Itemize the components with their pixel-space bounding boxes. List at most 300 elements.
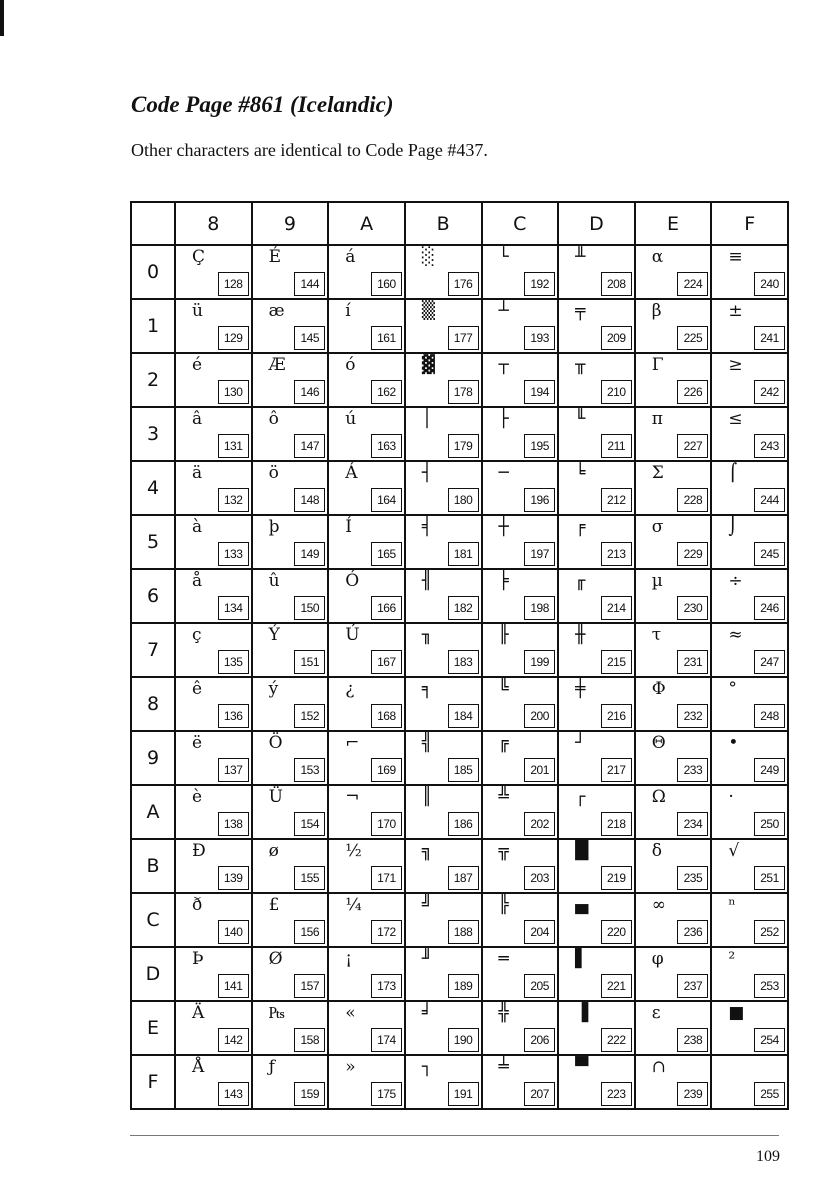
decimal-code-box: 171 — [371, 866, 402, 890]
char-cell — [711, 893, 788, 947]
char-cell — [635, 1001, 712, 1055]
character-glyph: Ω — [651, 787, 666, 807]
decimal-code-box: 234 — [677, 812, 708, 836]
row-header: 5 — [131, 515, 175, 569]
character-glyph: ╤ — [575, 301, 586, 321]
character-glyph: ≥ — [728, 355, 743, 375]
char-cell — [558, 623, 635, 677]
character-glyph: ┌ — [575, 787, 586, 807]
character-glyph: Á — [345, 463, 358, 483]
char-cell — [635, 677, 712, 731]
character-glyph: τ — [651, 625, 662, 645]
decimal-code-box: 163 — [371, 434, 402, 458]
decimal-code-box: 238 — [677, 1028, 708, 1052]
decimal-code-box: 139 — [218, 866, 249, 890]
decimal-code-box: 152 — [294, 704, 325, 728]
table-row — [131, 623, 788, 677]
character-glyph: ä — [192, 463, 203, 483]
character-glyph: ≈ — [728, 625, 743, 645]
decimal-code-box: 179 — [448, 434, 479, 458]
char-cell — [405, 623, 482, 677]
char-cell — [328, 407, 405, 461]
char-cell — [711, 947, 788, 1001]
decimal-code-box: 217 — [601, 758, 632, 782]
char-cell — [482, 569, 559, 623]
character-glyph: ƒ — [268, 1057, 275, 1077]
character-glyph: √ — [728, 841, 740, 861]
decimal-code-box: 214 — [601, 596, 632, 620]
column-header: 8 — [175, 202, 252, 245]
char-cell — [711, 1055, 788, 1109]
decimal-code-box: 150 — [294, 596, 325, 620]
decimal-code-box: 245 — [754, 542, 785, 566]
table-row — [131, 299, 788, 353]
decimal-code-box: 162 — [371, 380, 402, 404]
decimal-code-box: 187 — [448, 866, 479, 890]
char-cell — [328, 353, 405, 407]
character-glyph: ╨ — [575, 247, 586, 267]
table-row — [131, 677, 788, 731]
decimal-code-box: 250 — [754, 812, 785, 836]
decimal-code-box: 166 — [371, 596, 402, 620]
char-cell — [558, 893, 635, 947]
table-row — [131, 785, 788, 839]
row-header: 6 — [131, 569, 175, 623]
character-glyph: â — [192, 409, 203, 429]
decimal-code-box: 231 — [677, 650, 708, 674]
page-number: 109 — [756, 1148, 780, 1165]
decimal-code-box: 145 — [294, 326, 325, 350]
char-cell — [328, 839, 405, 893]
char-cell — [635, 839, 712, 893]
decimal-code-box: 157 — [294, 974, 325, 998]
character-glyph: Æ — [268, 355, 286, 375]
decimal-code-box: 221 — [601, 974, 632, 998]
char-cell — [482, 299, 559, 353]
char-cell — [635, 785, 712, 839]
table-row — [131, 947, 788, 1001]
column-header: A — [328, 202, 405, 245]
char-cell — [175, 1055, 252, 1109]
decimal-code-box: 140 — [218, 920, 249, 944]
char-cell — [175, 677, 252, 731]
char-cell — [635, 731, 712, 785]
char-cell — [558, 677, 635, 731]
char-cell — [405, 407, 482, 461]
decimal-code-box: 168 — [371, 704, 402, 728]
table-row — [131, 839, 788, 893]
char-cell — [252, 623, 329, 677]
decimal-code-box: 251 — [754, 866, 785, 890]
character-glyph: ╧ — [498, 1057, 509, 1077]
character-glyph: ÷ — [728, 571, 743, 591]
char-cell — [328, 245, 405, 299]
char-cell — [405, 1001, 482, 1055]
char-cell — [635, 353, 712, 407]
char-cell — [635, 299, 712, 353]
page-edge-mark — [0, 0, 4, 36]
decimal-code-box: 161 — [371, 326, 402, 350]
decimal-code-box: 242 — [754, 380, 785, 404]
decimal-code-box: 132 — [218, 488, 249, 512]
decimal-code-box: 134 — [218, 596, 249, 620]
char-cell — [252, 245, 329, 299]
char-cell — [175, 353, 252, 407]
character-glyph: ┴ — [498, 301, 509, 321]
char-cell — [711, 1001, 788, 1055]
character-glyph: ╚ — [498, 679, 509, 699]
char-cell — [711, 353, 788, 407]
char-cell — [175, 407, 252, 461]
character-glyph: à — [192, 517, 203, 537]
decimal-code-box: 205 — [524, 974, 555, 998]
char-cell — [328, 785, 405, 839]
character-glyph: ≡ — [728, 247, 743, 267]
column-header: 9 — [252, 202, 329, 245]
character-glyph: Γ — [651, 355, 664, 375]
character-glyph: ╥ — [575, 355, 586, 375]
decimal-code-box: 144 — [294, 272, 325, 296]
char-cell — [635, 1055, 712, 1109]
char-cell — [252, 785, 329, 839]
character-glyph: þ — [268, 517, 280, 537]
character-glyph: Θ — [651, 733, 666, 753]
character-glyph: ⌐ — [345, 733, 360, 753]
character-glyph: ¬ — [345, 787, 360, 807]
decimal-code-box: 213 — [601, 542, 632, 566]
decimal-code-box: 198 — [524, 596, 555, 620]
char-cell — [175, 893, 252, 947]
character-glyph: ü — [192, 301, 203, 321]
character-glyph: ╛ — [421, 1003, 433, 1023]
char-cell — [405, 569, 482, 623]
character-glyph: ⌠ — [728, 463, 738, 483]
column-header: E — [635, 202, 712, 245]
char-cell — [328, 1001, 405, 1055]
decimal-code-box: 133 — [218, 542, 249, 566]
char-cell — [405, 893, 482, 947]
decimal-code-box: 222 — [601, 1028, 632, 1052]
table-row — [131, 1055, 788, 1109]
char-cell — [252, 947, 329, 1001]
character-glyph: ° — [728, 679, 737, 699]
column-header: C — [482, 202, 559, 245]
decimal-code-box: 252 — [754, 920, 785, 944]
decimal-code-box: 246 — [754, 596, 785, 620]
char-cell — [558, 785, 635, 839]
row-header: 0 — [131, 245, 175, 299]
char-cell — [328, 515, 405, 569]
decimal-code-box: 241 — [754, 326, 785, 350]
character-glyph: ┼ — [498, 517, 509, 537]
character-glyph: Þ — [192, 949, 204, 969]
decimal-code-box: 190 — [448, 1028, 479, 1052]
decimal-code-box: 197 — [524, 542, 555, 566]
decimal-code-box: 239 — [677, 1082, 708, 1106]
decimal-code-box: 149 — [294, 542, 325, 566]
decimal-code-box: 178 — [448, 380, 479, 404]
decimal-code-box: 191 — [448, 1082, 479, 1106]
table-row — [131, 515, 788, 569]
character-glyph: ó — [345, 355, 356, 375]
char-cell — [252, 731, 329, 785]
character-glyph: ╢ — [421, 571, 433, 591]
character-glyph: ╟ — [498, 625, 509, 645]
character-glyph: · — [728, 787, 734, 807]
decimal-code-box: 159 — [294, 1082, 325, 1106]
char-cell — [482, 677, 559, 731]
character-glyph: » — [345, 1057, 356, 1077]
character-glyph: ╠ — [498, 895, 509, 915]
char-cell — [711, 623, 788, 677]
character-glyph: ┬ — [498, 355, 509, 375]
char-cell — [711, 515, 788, 569]
character-glyph: ╔ — [498, 733, 509, 753]
char-cell — [482, 407, 559, 461]
row-header: 8 — [131, 677, 175, 731]
character-glyph: Φ — [651, 679, 666, 699]
decimal-code-box: 143 — [218, 1082, 249, 1106]
decimal-code-box: 173 — [371, 974, 402, 998]
row-header: 7 — [131, 623, 175, 677]
decimal-code-box: 203 — [524, 866, 555, 890]
decimal-code-box: 237 — [677, 974, 708, 998]
char-cell — [252, 569, 329, 623]
char-cell — [328, 299, 405, 353]
character-glyph: í — [345, 301, 351, 321]
char-cell — [711, 839, 788, 893]
character-glyph: █ — [575, 841, 589, 861]
character-glyph: ▀ — [575, 1057, 589, 1077]
decimal-code-box: 136 — [218, 704, 249, 728]
character-glyph: Í — [345, 517, 352, 537]
decimal-code-box: 247 — [754, 650, 785, 674]
decimal-code-box: 253 — [754, 974, 785, 998]
character-glyph: µ — [651, 571, 663, 591]
char-cell — [405, 461, 482, 515]
char-cell — [482, 785, 559, 839]
character-glyph: ⌡ — [728, 517, 738, 537]
character-glyph: ╜ — [421, 949, 433, 969]
char-cell — [558, 515, 635, 569]
char-cell — [252, 407, 329, 461]
char-cell — [405, 731, 482, 785]
character-glyph: ░ — [421, 247, 435, 267]
decimal-code-box: 196 — [524, 488, 555, 512]
character-glyph: ½ — [345, 841, 362, 861]
decimal-code-box: 211 — [601, 434, 632, 458]
char-cell — [252, 839, 329, 893]
char-cell — [482, 1001, 559, 1055]
character-glyph: ╘ — [575, 463, 586, 483]
row-header: 9 — [131, 731, 175, 785]
char-cell — [635, 893, 712, 947]
char-cell — [405, 245, 482, 299]
char-cell — [558, 1055, 635, 1109]
char-cell — [175, 731, 252, 785]
char-cell — [482, 731, 559, 785]
decimal-code-box: 141 — [218, 974, 249, 998]
char-cell — [482, 515, 559, 569]
char-cell — [558, 407, 635, 461]
char-cell — [175, 839, 252, 893]
decimal-code-box: 219 — [601, 866, 632, 890]
character-glyph: ¼ — [345, 895, 362, 915]
character-glyph: ┐ — [421, 1057, 433, 1077]
character-glyph: ₧ — [268, 1003, 286, 1023]
character-glyph: Σ — [651, 463, 664, 483]
footer-rule — [130, 1135, 779, 1136]
decimal-code-box: 215 — [601, 650, 632, 674]
char-cell — [175, 623, 252, 677]
character-glyph: £ — [268, 895, 280, 915]
character-glyph: ╣ — [421, 733, 433, 753]
character-glyph: ╒ — [575, 517, 586, 537]
character-glyph: │ — [421, 409, 433, 429]
char-cell — [711, 299, 788, 353]
char-cell — [635, 947, 712, 1001]
decimal-code-box: 226 — [677, 380, 708, 404]
character-glyph: ╙ — [575, 409, 586, 429]
character-glyph: π — [651, 409, 663, 429]
character-glyph: ╖ — [421, 625, 433, 645]
decimal-code-box: 170 — [371, 812, 402, 836]
character-glyph: ú — [345, 409, 357, 429]
row-header: A — [131, 785, 175, 839]
decimal-code-box: 128 — [218, 272, 249, 296]
char-cell — [482, 353, 559, 407]
decimal-code-box: 160 — [371, 272, 402, 296]
decimal-code-box: 131 — [218, 434, 249, 458]
char-cell — [328, 623, 405, 677]
row-header: 1 — [131, 299, 175, 353]
char-cell — [482, 623, 559, 677]
character-glyph: Ó — [345, 571, 360, 591]
character-glyph: ╝ — [421, 895, 433, 915]
char-cell — [328, 461, 405, 515]
character-glyph: ▌ — [575, 949, 589, 969]
char-cell — [558, 569, 635, 623]
character-glyph: ═ — [498, 949, 509, 969]
character-glyph: ε — [651, 1003, 661, 1023]
decimal-code-box: 230 — [677, 596, 708, 620]
char-cell — [558, 839, 635, 893]
character-glyph: « — [345, 1003, 356, 1023]
decimal-code-box: 209 — [601, 326, 632, 350]
decimal-code-box: 233 — [677, 758, 708, 782]
decimal-code-box: 158 — [294, 1028, 325, 1052]
character-glyph: ë — [192, 733, 203, 753]
character-glyph: ð — [192, 895, 203, 915]
decimal-code-box: 207 — [524, 1082, 555, 1106]
table-row — [131, 407, 788, 461]
character-glyph: Ä — [192, 1003, 205, 1023]
char-cell — [482, 1055, 559, 1109]
char-cell — [405, 947, 482, 1001]
decimal-code-box: 254 — [754, 1028, 785, 1052]
decimal-code-box: 255 — [754, 1082, 785, 1106]
row-header: B — [131, 839, 175, 893]
char-cell — [405, 353, 482, 407]
decimal-code-box: 195 — [524, 434, 555, 458]
table-row — [131, 461, 788, 515]
char-cell — [482, 947, 559, 1001]
decimal-code-box: 165 — [371, 542, 402, 566]
decimal-code-box: 147 — [294, 434, 325, 458]
decimal-code-box: 153 — [294, 758, 325, 782]
character-glyph: ┘ — [575, 733, 586, 753]
character-glyph: φ — [651, 949, 664, 969]
char-cell — [175, 245, 252, 299]
decimal-code-box: 228 — [677, 488, 708, 512]
character-glyph: ▄ — [575, 895, 589, 915]
char-cell — [558, 299, 635, 353]
character-glyph: Ý — [268, 625, 280, 645]
char-cell — [635, 407, 712, 461]
decimal-code-box: 156 — [294, 920, 325, 944]
decimal-code-box: 167 — [371, 650, 402, 674]
decimal-code-box: 137 — [218, 758, 249, 782]
row-header: C — [131, 893, 175, 947]
char-cell — [711, 245, 788, 299]
decimal-code-box: 184 — [448, 704, 479, 728]
decimal-code-box: 232 — [677, 704, 708, 728]
character-glyph: α — [651, 247, 664, 267]
decimal-code-box: 151 — [294, 650, 325, 674]
character-glyph: ⁿ — [728, 895, 736, 915]
char-cell — [252, 515, 329, 569]
char-cell — [328, 893, 405, 947]
character-glyph: Ö — [268, 733, 283, 753]
char-cell — [635, 623, 712, 677]
decimal-code-box: 135 — [218, 650, 249, 674]
character-glyph: ý — [268, 679, 279, 699]
decimal-code-box: 243 — [754, 434, 785, 458]
character-glyph: ├ — [498, 409, 509, 429]
char-cell — [558, 731, 635, 785]
char-cell — [175, 299, 252, 353]
decimal-code-box: 169 — [371, 758, 402, 782]
character-glyph: ─ — [498, 463, 509, 483]
character-glyph: å — [192, 571, 203, 591]
char-cell — [711, 461, 788, 515]
decimal-code-box: 201 — [524, 758, 555, 782]
decimal-code-box: 142 — [218, 1028, 249, 1052]
decimal-code-box: 248 — [754, 704, 785, 728]
char-cell — [558, 461, 635, 515]
character-glyph: ² — [728, 949, 736, 969]
character-glyph: ╬ — [498, 1003, 509, 1023]
row-header: D — [131, 947, 175, 1001]
decimal-code-box: 240 — [754, 272, 785, 296]
char-cell — [405, 1055, 482, 1109]
char-cell — [711, 785, 788, 839]
char-cell — [482, 461, 559, 515]
decimal-code-box: 210 — [601, 380, 632, 404]
char-cell — [328, 677, 405, 731]
page-title: Code Page #861 (Icelandic) — [131, 92, 394, 117]
decimal-code-box: 181 — [448, 542, 479, 566]
char-cell — [405, 785, 482, 839]
character-glyph: ø — [268, 841, 279, 861]
char-cell — [405, 515, 482, 569]
decimal-code-box: 216 — [601, 704, 632, 728]
decimal-code-box: 249 — [754, 758, 785, 782]
char-cell — [175, 1001, 252, 1055]
decimal-code-box: 183 — [448, 650, 479, 674]
character-glyph: É — [268, 247, 282, 267]
code-page-table-body — [131, 245, 788, 1109]
